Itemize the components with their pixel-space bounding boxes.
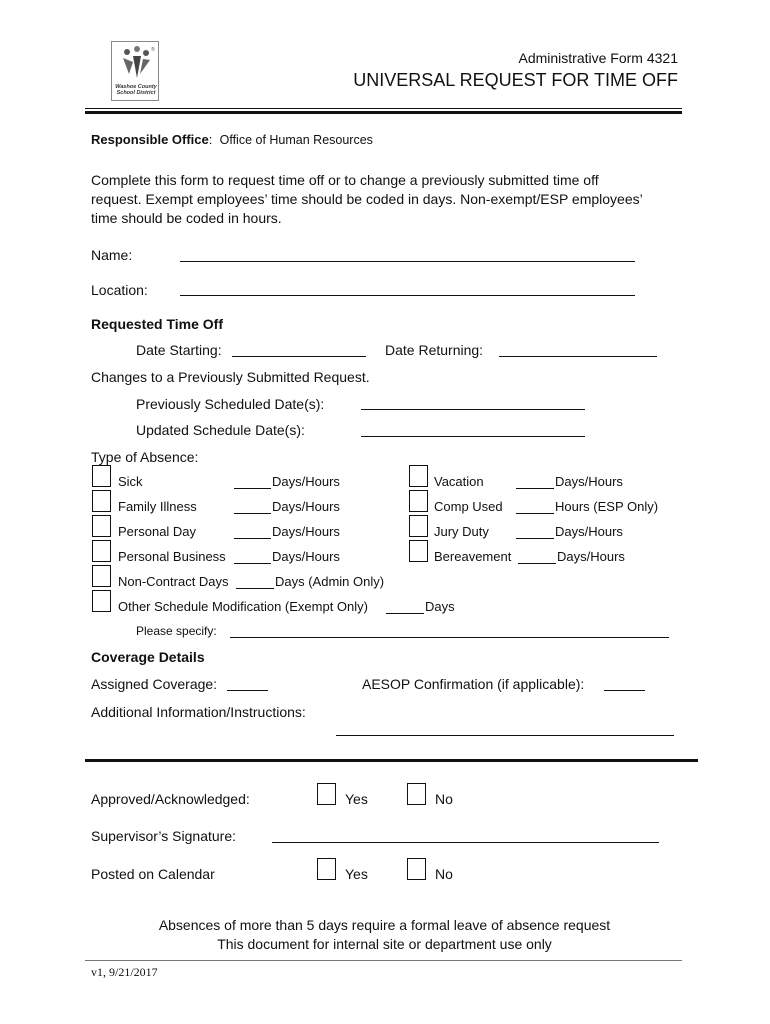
approved-no-label: No [435, 791, 453, 807]
non-contract-days-unit: Days (Admin Only) [275, 574, 385, 589]
assigned-coverage-field[interactable] [227, 690, 268, 691]
aesop-confirmation-field[interactable] [604, 690, 645, 691]
name-label: Name: [91, 247, 133, 263]
comp-used-amount-field[interactable] [516, 513, 554, 514]
additional-info-label: Additional Information/Instructions: [91, 704, 306, 720]
family-illness-label: Family Illness [118, 499, 197, 514]
additional-info-field[interactable] [336, 735, 674, 736]
jury-duty-label: Jury Duty [434, 524, 489, 539]
date-returning-label: Date Returning: [385, 342, 484, 358]
personal-day-checkbox[interactable] [92, 515, 111, 537]
posted-no-label: No [435, 866, 453, 882]
vacation-unit: Days/Hours [555, 474, 623, 489]
sick-unit: Days/Hours [272, 474, 340, 489]
responsible-office-label: Responsible Office [91, 132, 209, 147]
personal-day-label: Personal Day [118, 524, 197, 539]
leave-notice: Absences of more than 5 days require a formal leave of absence request [158, 917, 611, 933]
type-of-absence-label: Type of Absence: [91, 449, 199, 465]
intro-line-1: Complete this form to request time off or to change a previously submitted time off [91, 172, 599, 188]
date-starting-field[interactable] [232, 356, 366, 357]
comp-used-unit: Hours (ESP Only) [555, 499, 659, 514]
coverage-details-heading: Coverage Details [91, 649, 205, 665]
vacation-label: Vacation [434, 474, 484, 489]
responsible-office-value: Office of Human Resources [219, 133, 373, 147]
date-starting-label: Date Starting: [136, 342, 222, 358]
approved-yes-label: Yes [345, 791, 368, 807]
form-number: Administrative Form 4321 [518, 50, 678, 66]
responsible-office [91, 132, 373, 147]
posted-yes-label: Yes [345, 866, 368, 882]
other-schedule-mod-amount-field[interactable] [386, 613, 424, 614]
previously-scheduled-field[interactable] [361, 409, 585, 410]
supervisor-signature-label: Supervisor’s Signature: [91, 828, 237, 844]
jury-duty-amount-field[interactable] [516, 538, 554, 539]
updated-schedule-label: Updated Schedule Date(s): [136, 422, 305, 438]
header-rule-thick [85, 111, 682, 114]
jury-duty-checkbox[interactable] [409, 515, 428, 537]
aesop-confirmation-label: AESOP Confirmation (if applicable): [362, 676, 585, 692]
sick-checkbox[interactable] [92, 465, 111, 487]
bereavement-checkbox[interactable] [409, 540, 428, 562]
other-schedule-mod-checkbox[interactable] [92, 590, 111, 612]
supervisor-signature-field[interactable] [272, 842, 659, 843]
intro-line-2: request. Exempt employees’ time should be coded in days. Non-exempt/ESP employees’ [91, 191, 643, 207]
bereavement-unit: Days/Hours [557, 549, 625, 564]
date-returning-field[interactable] [499, 356, 657, 357]
other-schedule-mod-label: Other Schedule Modification (Exempt Only) [118, 599, 368, 614]
non-contract-days-amount-field[interactable] [236, 588, 274, 589]
sick-amount-field[interactable] [234, 488, 271, 489]
posted-yes-checkbox[interactable] [317, 858, 336, 880]
vacation-amount-field[interactable] [516, 488, 554, 489]
personal-day-amount-field[interactable] [234, 538, 271, 539]
district-logo [111, 41, 159, 101]
bereavement-amount-field[interactable] [518, 563, 556, 564]
personal-business-checkbox[interactable] [92, 540, 111, 562]
comp-used-checkbox[interactable] [409, 490, 428, 512]
other-schedule-mod-unit: Days [425, 599, 455, 614]
bereavement-label: Bereavement [434, 549, 512, 564]
personal-business-label: Personal Business [118, 549, 226, 564]
personal-day-unit: Days/Hours [272, 524, 340, 539]
internal-use-notice: This document for internal site or department use only [217, 936, 552, 952]
svg-text:®: ® [151, 47, 155, 53]
version-label: v1, 9/21/2017 [91, 965, 158, 979]
previously-scheduled-label: Previously Scheduled Date(s): [136, 396, 325, 412]
family-illness-unit: Days/Hours [272, 499, 340, 514]
non-contract-days-label: Non-Contract Days [118, 574, 229, 589]
updated-schedule-field[interactable] [361, 436, 585, 437]
name-field[interactable] [180, 261, 635, 262]
posted-no-checkbox[interactable] [407, 858, 426, 880]
approved-label: Approved/Acknowledged: [91, 791, 250, 807]
non-contract-days-checkbox[interactable] [92, 565, 111, 587]
responsible-office-colon: : [208, 132, 213, 147]
please-specify-label: Please specify: [136, 624, 217, 638]
family-illness-checkbox[interactable] [92, 490, 111, 512]
personal-business-unit: Days/Hours [272, 549, 340, 564]
approved-no-checkbox[interactable] [407, 783, 426, 805]
sick-label: Sick [118, 474, 143, 489]
location-label: Location: [91, 282, 148, 298]
changes-label: Changes to a Previously Submitted Request. [91, 369, 370, 385]
posted-on-calendar-label: Posted on Calendar [91, 866, 215, 882]
logo-text: Washoe County School District [115, 84, 157, 96]
form-title: UNIVERSAL REQUEST FOR TIME OFF [353, 70, 678, 90]
logo-figures-icon [113, 44, 159, 84]
section-divider [85, 759, 698, 762]
family-illness-amount-field[interactable] [234, 513, 271, 514]
vacation-checkbox[interactable] [409, 465, 428, 487]
personal-business-amount-field[interactable] [234, 563, 271, 564]
comp-used-label: Comp Used [434, 499, 503, 514]
location-field[interactable] [180, 295, 635, 296]
approved-yes-checkbox[interactable] [317, 783, 336, 805]
intro-line-3: time should be coded in hours. [91, 210, 282, 226]
requested-time-off-heading: Requested Time Off [91, 316, 223, 332]
footer-rule [85, 960, 682, 961]
header-rule-thin [85, 108, 682, 109]
jury-duty-unit: Days/Hours [555, 524, 623, 539]
assigned-coverage-label: Assigned Coverage: [91, 676, 218, 692]
please-specify-field[interactable] [230, 637, 669, 638]
